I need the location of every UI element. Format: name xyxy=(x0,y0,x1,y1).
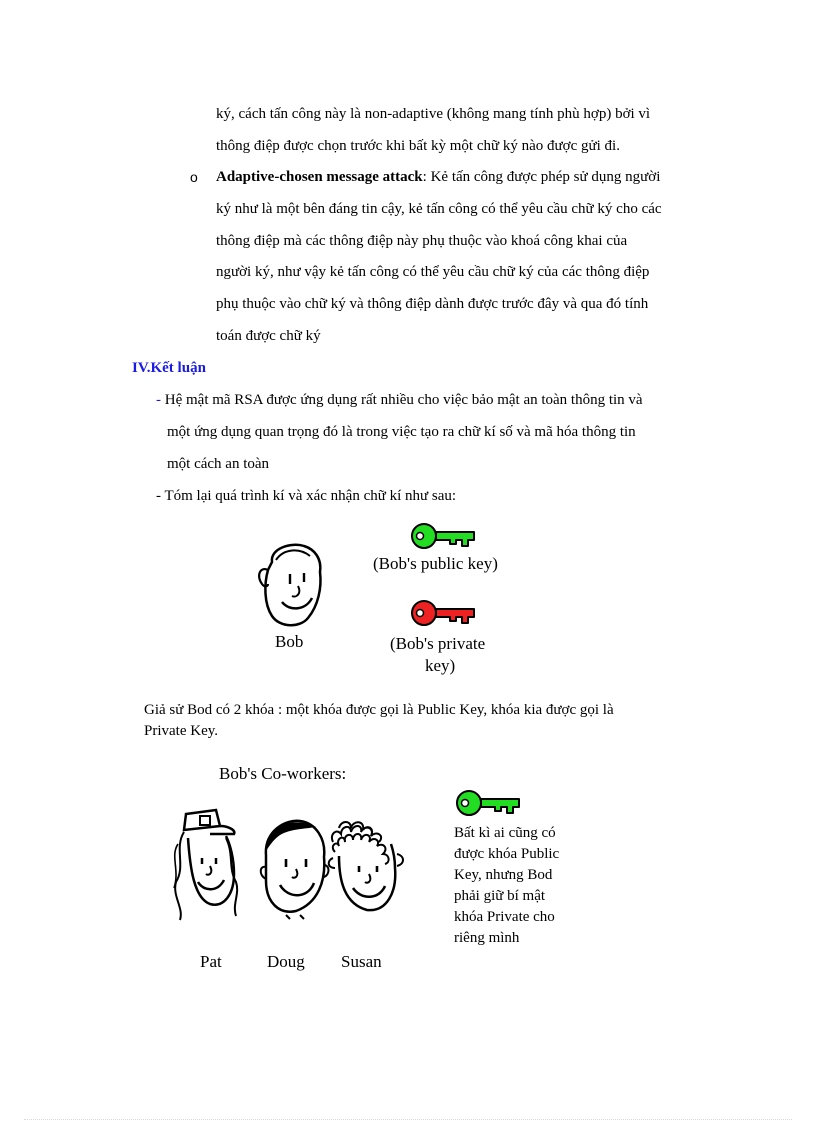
coworker-name: Susan xyxy=(341,952,382,971)
paragraph-line: toán được chữ ký xyxy=(216,328,321,344)
note-line: Key, nhưng Bod xyxy=(454,867,553,883)
public-key-icon xyxy=(410,519,476,553)
paragraph-line: người ký, như vậy kẻ tấn công có thể yêu cầu chữ ký của các thông điệp xyxy=(216,264,650,280)
susan-face-illustration xyxy=(327,812,407,922)
bullet-text xyxy=(216,167,660,187)
coworker-name: Doug xyxy=(267,952,305,971)
dash-marker: - xyxy=(156,392,161,408)
bob-face-illustration xyxy=(252,540,332,630)
note-line: khóa Private cho xyxy=(454,909,555,925)
bullet-marker: o xyxy=(190,169,198,185)
note-line: Bất kì ai cũng có xyxy=(454,825,556,841)
list-item-continuation: một ứng dụng quan trọng đó là trong việc tạo ra chữ kí số và mã hóa thông tin xyxy=(167,424,636,440)
caption-line: Giả sử Bod có 2 khóa : một khóa được gọi là Public Key, khóa kia được gọi là xyxy=(144,702,614,718)
note-line: phải giữ bí mật xyxy=(454,888,546,904)
public-key-label: (Bob's public key) xyxy=(373,554,498,573)
private-key-label: (Bob's private xyxy=(390,634,486,653)
note-line: riêng mình xyxy=(454,930,520,946)
private-key-icon xyxy=(410,596,476,630)
page-bottom-border xyxy=(24,1119,792,1120)
list-item xyxy=(156,390,643,410)
bullet-title: Adaptive-chosen message attack xyxy=(216,169,423,185)
coworkers-title: Bob's Co-workers: xyxy=(219,764,347,783)
list-item-continuation: một cách an toàn xyxy=(167,456,270,472)
note-line: được khóa Public xyxy=(454,846,560,862)
private-key-label: key) xyxy=(425,656,456,675)
pat-face-illustration xyxy=(170,808,250,928)
paragraph-line: thông điệp mà các thông điệp này phụ thuộc vào khoá công khai của xyxy=(216,233,628,249)
caption-line: Private Key. xyxy=(144,723,219,739)
paragraph-line: phụ thuộc vào chữ ký và thông điệp dành được trước đây và qua đó tính xyxy=(216,296,649,312)
public-key-icon xyxy=(455,786,521,820)
paragraph-line: thông điệp được chọn trước khi bất kỳ một chữ ký nào được gửi đi. xyxy=(216,138,620,154)
list-item-text: Hệ mật mã RSA được ứng dụng rất nhiều cho việc bảo mật an toàn thông tin và xyxy=(161,392,643,408)
coworker-name: Pat xyxy=(200,952,222,971)
doug-face-illustration xyxy=(256,815,332,921)
bullet-rest: : Kẻ tấn công được phép sử dụng người xyxy=(422,169,661,185)
bob-label: Bob xyxy=(275,632,304,651)
paragraph-line: ký như là một bên đáng tin cậy, kẻ tấn công có thể yêu cầu chữ ký cho các xyxy=(216,201,662,217)
list-item: - Tóm lại quá trình kí và xác nhận chữ kí như sau: xyxy=(156,488,457,504)
section-heading: IV.Kết luận xyxy=(132,360,206,376)
paragraph-line: ký, cách tấn công này là non-adaptive (không mang tính phù hợp) bởi vì xyxy=(216,106,651,122)
